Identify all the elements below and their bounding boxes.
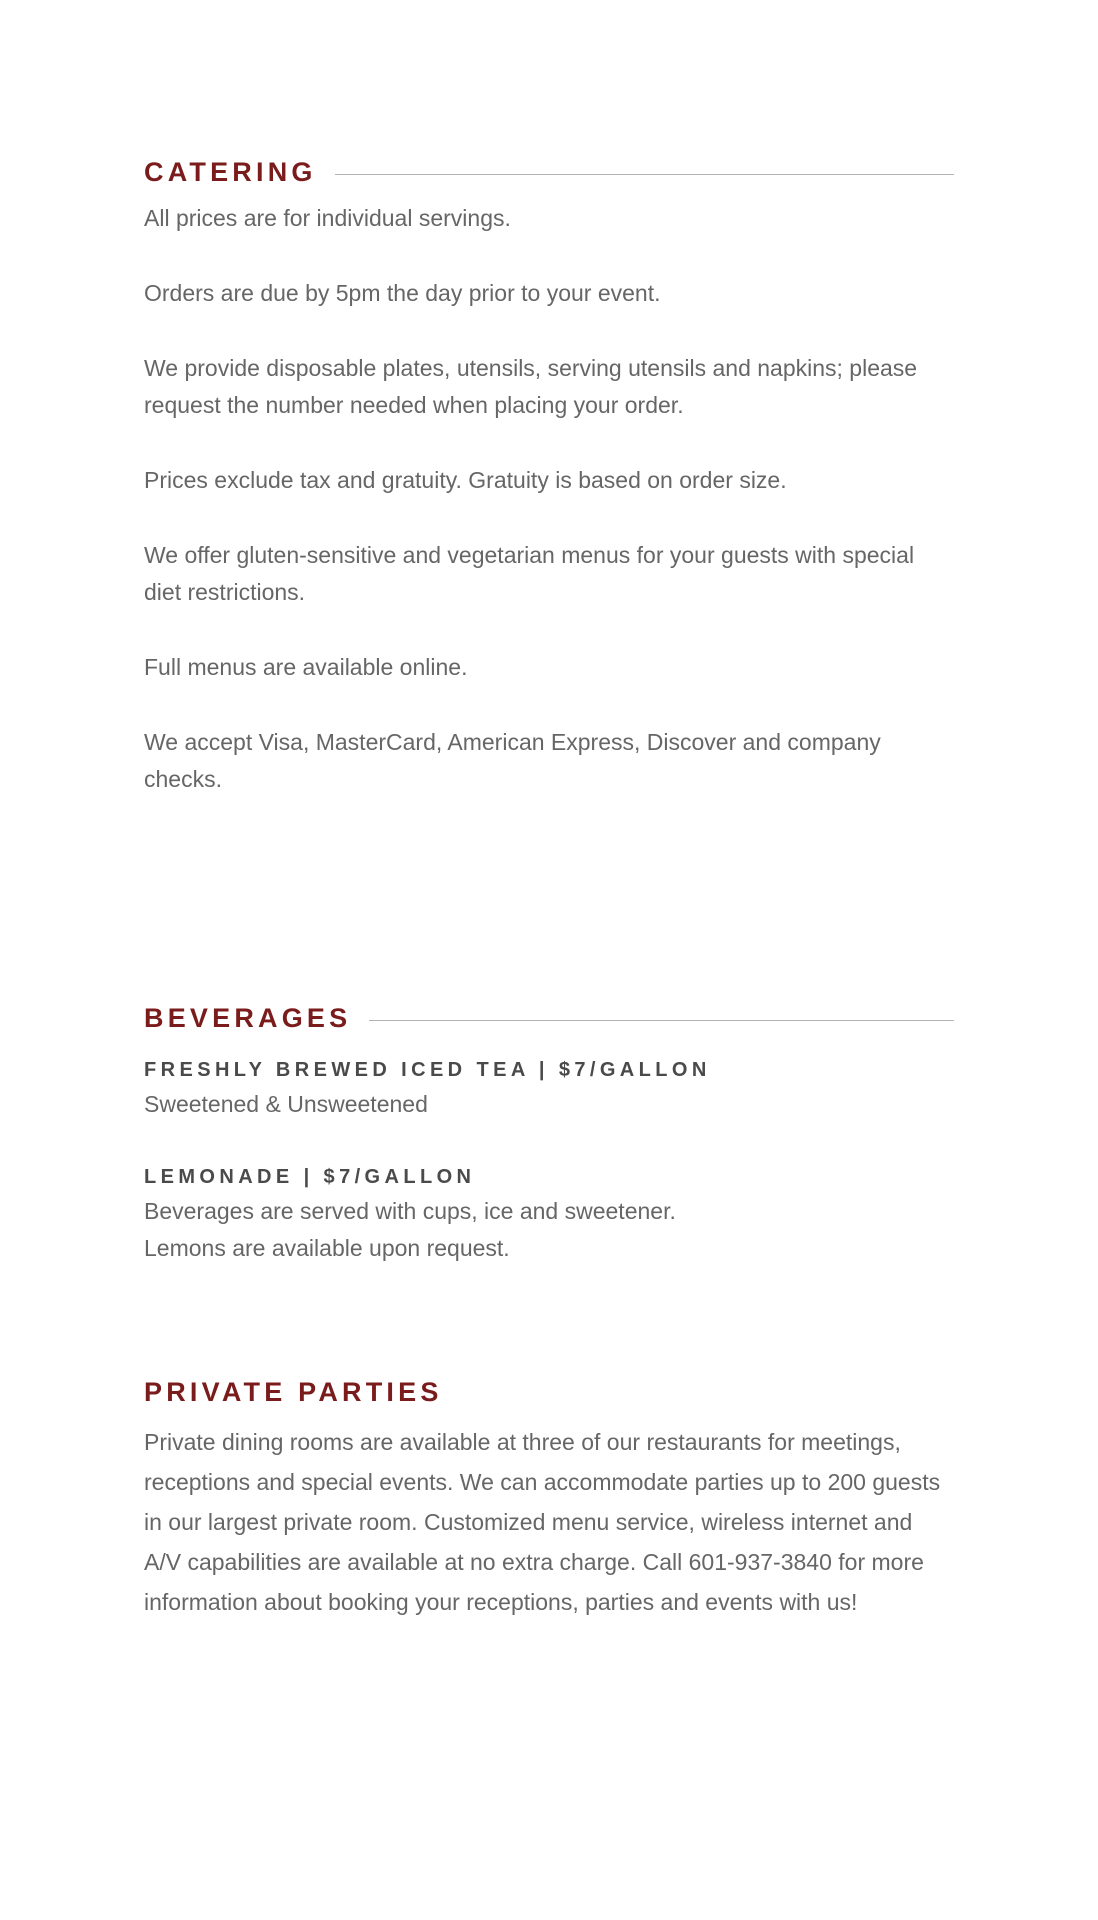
beverage-description: Sweetened & Unsweetened bbox=[144, 1091, 428, 1117]
catering-note: Orders are due by 5pm the day prior to your event. bbox=[144, 280, 661, 306]
private-parties-heading bbox=[144, 1376, 954, 1408]
private-parties-title: PRIVATE PARTIES bbox=[144, 1377, 443, 1407]
beverages-title: BEVERAGES bbox=[144, 1003, 352, 1033]
catering-note: Full menus are available online. bbox=[144, 654, 468, 680]
beverage-item-iced-tea bbox=[144, 1054, 954, 1123]
catering-note: We offer gluten-sensitive and vegetarian menus for your guests with special diet restrictions. bbox=[144, 542, 915, 605]
catering-note: Prices exclude tax and gratuity. Gratuity is based on order size. bbox=[144, 467, 787, 493]
private-parties-description: Private dining rooms are available at three of our restaurants for meetings, receptions and special events. We can accommodate parties up to 200 guests in our largest private room. Customized menu service, wireless internet and A/V capabilities are available at no extra charge. Call 601-937-3840 for more information about booking your receptions, parties and events with us! bbox=[144, 1429, 941, 1615]
beverage-item-lemonade bbox=[144, 1161, 954, 1267]
catering-note: All prices are for individual servings. bbox=[144, 205, 511, 231]
catering-title: CATERING bbox=[144, 157, 317, 187]
private-parties-section bbox=[144, 1376, 954, 1622]
beverages-heading bbox=[144, 1002, 954, 1034]
catering-note: We provide disposable plates, utensils, serving utensils and napkins; please request the number needed when placing your order. bbox=[144, 355, 918, 418]
catering-divider bbox=[335, 174, 954, 175]
beverage-name: FRESHLY BREWED ICED TEA | $7/GALLON bbox=[144, 1059, 711, 1081]
catering-note: We accept Visa, MasterCard, American Express, Discover and company checks. bbox=[144, 729, 881, 792]
catering-notes bbox=[144, 200, 954, 798]
catering-section bbox=[144, 156, 954, 798]
beverage-name: LEMONADE | $7/GALLON bbox=[144, 1166, 476, 1188]
catering-heading bbox=[144, 156, 954, 188]
beverage-description: Beverages are served with cups, ice and sweetener. bbox=[144, 1198, 676, 1224]
beverage-description: Lemons are available upon request. bbox=[144, 1235, 510, 1261]
beverages-divider bbox=[369, 1020, 954, 1021]
beverages-section bbox=[144, 1002, 954, 1267]
